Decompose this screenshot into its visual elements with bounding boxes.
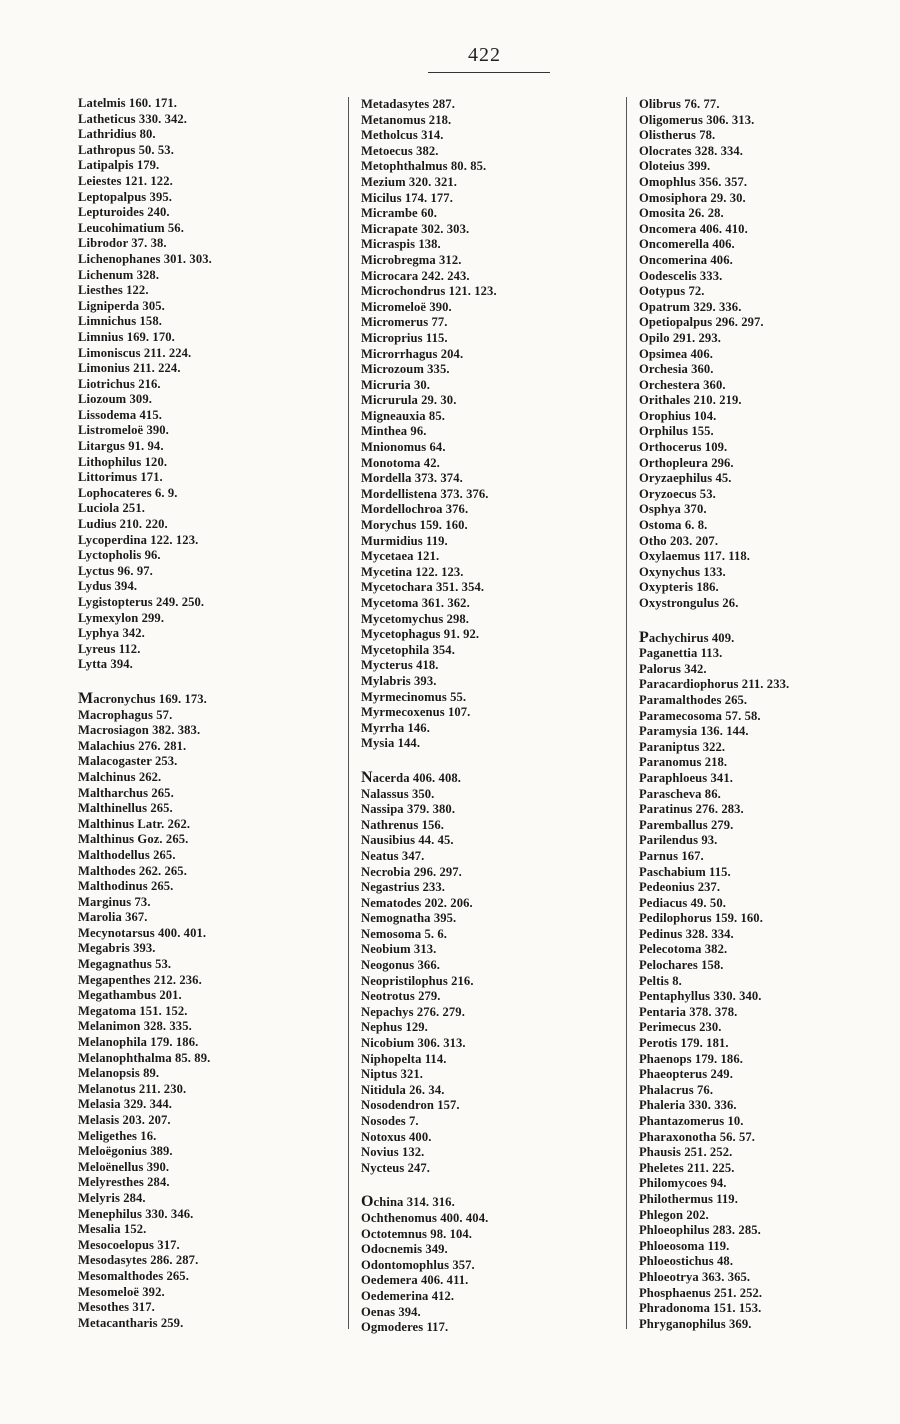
page-number: 422 [468, 44, 501, 66]
index-entry: Limoniscus 211. 224. [78, 345, 192, 360]
index-section [361, 1194, 617, 1335]
index-entry: Micruria 30. [361, 377, 431, 392]
header-rule [428, 72, 550, 73]
index-entry: Monotoma 42. [361, 455, 440, 470]
index-entry: Mnionomus 64. [361, 440, 446, 455]
index-entry: Malthinus Goz. 265. [78, 832, 189, 847]
index-entry: Megatoma 151. 152. [78, 1003, 188, 1018]
index-entry: Mezium 320. 321. [361, 174, 458, 189]
index-section [361, 97, 617, 752]
index-entry: Paschabium 115. [639, 864, 731, 879]
index-entry: Oodescelis 333. [639, 268, 723, 283]
index-entry: Metoecus 382. [361, 143, 439, 158]
section-gap [361, 752, 617, 770]
index-entry: Ostoma 6. 8. [639, 518, 708, 533]
index-entry: Mesodasytes 286. 287. [78, 1253, 199, 1268]
index-entry: Melanotus 211. 230. [78, 1081, 187, 1096]
index-entry: Oedemerina 412. [361, 1288, 455, 1303]
index-entry: Nemognatha 395. [361, 911, 457, 926]
section-gap [639, 612, 879, 630]
index-entry: Maltharchus 265. [78, 785, 174, 800]
index-entry: Oncomera 406. 410. [639, 221, 748, 236]
index-entry: Mesomalthodes 265. [78, 1268, 189, 1283]
index-entry: Otho 203. 207. [639, 533, 719, 548]
index-entry: Ochina 314. 316. [361, 1193, 455, 1211]
index-entry: Phradonoma 151. 153. [639, 1301, 762, 1316]
index-entry: Limonius 211. 224. [78, 361, 181, 376]
index-entry: Parascheva 86. [639, 786, 721, 801]
index-entry: Mordellochroa 376. [361, 502, 469, 517]
index-entry: Omosiphora 29. 30. [639, 190, 746, 205]
index-entry: Octotemnus 98. 104. [361, 1226, 473, 1241]
index-entry: Lyreus 112. [78, 641, 141, 656]
index-entry: Latelmis 160. 171. [78, 96, 178, 110]
index-entry: Melyris 284. [78, 1190, 146, 1205]
index-entry: Parnus 167. [639, 848, 704, 863]
index-entry: Pelecotoma 382. [639, 942, 728, 957]
index-entry: Lytta 394. [78, 657, 133, 672]
index-entry: Mordella 373. 374. [361, 471, 463, 486]
index-entry: Nacerda 406. 408. [361, 768, 461, 786]
index-entry: Nosodendron 157. [361, 1098, 460, 1113]
index-entry: Mycterus 418. [361, 658, 439, 673]
index-entry: Malthodellus 265. [78, 847, 176, 862]
index-entry: Marolia 367. [78, 910, 148, 925]
index-entry: Mesocoelopus 317. [78, 1237, 180, 1252]
index-entry: Nepachys 276. 279. [361, 1004, 465, 1019]
index-entry: Lathridius 80. [78, 127, 156, 142]
index-entry: Mordellistena 373. 376. [361, 486, 489, 501]
index-entry: Omophlus 356. 357. [639, 174, 748, 189]
index-entry: Odontomophlus 357. [361, 1257, 475, 1272]
index-entry: Philomycoes 94. [639, 1176, 727, 1191]
index-entry: Orchestera 360. [639, 377, 726, 392]
index-entry: Orophius 104. [639, 408, 717, 423]
index-entry: Philothermus 119. [639, 1191, 738, 1206]
index-entry: Menephilus 330. 346. [78, 1206, 194, 1221]
index-entry: Phantazomerus 10. [639, 1114, 744, 1128]
index-entry: Melanopsis 89. [78, 1066, 160, 1081]
index-entry: Parilendus 93. [639, 833, 718, 848]
index-entry: Necrobia 296. 297. [361, 864, 462, 879]
index-entry: Phryganophilus 369. [639, 1316, 752, 1331]
index-entry: Migneauxia 85. [361, 408, 445, 423]
index-entry: Melyresthes 284. [78, 1175, 170, 1190]
index-entry: Paraniptus 322. [639, 739, 726, 754]
index-entry: Liotrichus 216. [78, 376, 161, 391]
index-entry: Paramysia 136. 144. [639, 724, 749, 739]
index-entry: Megapenthes 212. 236. [78, 972, 202, 987]
index-entry: Niptus 321. [361, 1067, 423, 1082]
index-entry: Melanimon 328. 335. [78, 1019, 192, 1034]
index-entry: Novius 132. [361, 1145, 425, 1160]
index-entry: Notoxus 400. [361, 1129, 432, 1144]
index-entry: Orchesia 360. [639, 362, 714, 377]
index-section [78, 691, 328, 1331]
index-entry: Meloënellus 390. [78, 1159, 170, 1174]
index-entry: Microprius 115. [361, 330, 448, 345]
index-entry: Metophthalmus 80. 85. [361, 159, 487, 174]
index-entry: Megabris 393. [78, 941, 156, 956]
index-entry: Myrrha 146. [361, 720, 430, 735]
index-entry: Leptopalpus 395. [78, 189, 172, 204]
index-entry: Microbregma 312. [361, 252, 462, 267]
index-entry: Lichenophanes 301. 303. [78, 251, 212, 266]
index-entry: Lepturoides 240. [78, 205, 170, 220]
index-entry: Nematodes 202. 206. [361, 895, 473, 910]
index-entry: Neogonus 366. [361, 958, 440, 973]
index-entry: Mesothes 317. [78, 1300, 155, 1315]
index-entry: Phloeostichus 48. [639, 1254, 734, 1269]
index-entry: Paracardiophorus 211. 233. [639, 677, 790, 692]
index-entry: Lyctopholis 96. [78, 548, 161, 563]
index-entry: Orithales 210. 219. [639, 393, 742, 408]
index-entry: Negastrius 233. [361, 880, 446, 895]
index-entry: Oloteius 399. [639, 159, 711, 174]
index-entry: Myrmecinomus 55. [361, 689, 467, 704]
index-entry: Mycetomychus 298. [361, 611, 470, 626]
index-entry: Paratinus 276. 283. [639, 802, 744, 817]
index-entry: Peltis 8. [639, 973, 682, 988]
index-entry: Malachius 276. 281. [78, 738, 187, 753]
index-entry: Litargus 91. 94. [78, 439, 164, 454]
index-entry: Nassipa 379. 380. [361, 802, 456, 817]
index-entry: Micilus 174. 177. [361, 190, 453, 205]
index-entry: Lyctus 96. 97. [78, 563, 153, 578]
index-entry: Metadasytes 287. [361, 97, 455, 111]
index-entry: Phaenops 179. 186. [639, 1051, 743, 1066]
index-entry: Malthinus Latr. 262. [78, 816, 191, 831]
index-entry: Macrophagus 57. [78, 707, 173, 722]
index-entry: Ochthenomus 400. 404. [361, 1210, 489, 1225]
index-section [639, 97, 879, 612]
index-entry: Lichenum 328. [78, 267, 160, 282]
index-entry: Micrapate 302. 303. [361, 221, 470, 236]
index-entry: Lymexylon 299. [78, 610, 165, 625]
index-entry: Oedemera 406. 411. [361, 1273, 469, 1288]
index-entry: Lycoperdina 122. 123. [78, 532, 199, 547]
index-entry: Ligniperda 305. [78, 298, 165, 313]
index-entry: Melasis 203. 207. [78, 1113, 171, 1127]
index-entry: Olocrates 328. 334. [639, 143, 744, 158]
index-entry: Paranomus 218. [639, 755, 728, 770]
index-entry: Phloeophilus 283. 285. [639, 1223, 761, 1238]
index-entry: Nemosoma 5. 6. [361, 926, 448, 941]
index-entry: Metacantharis 259. [78, 1315, 184, 1330]
index-entry: Lissodema 415. [78, 407, 162, 422]
index-entry: Lyphya 342. [78, 626, 145, 641]
index-entry: Oenas 394. [361, 1304, 421, 1319]
index-column-3 [626, 97, 879, 1329]
index-entry: Palorus 342. [639, 661, 707, 676]
index-entry: Ludius 210. 220. [78, 517, 168, 532]
index-entry: Oxypteris 186. [639, 580, 719, 595]
index-entry: Murmidius 119. [361, 533, 448, 548]
index-entry: Melanophila 179. 186. [78, 1035, 199, 1050]
index-entry: Pachychirus 409. [639, 628, 735, 646]
index-entry: Lophocateres 6. 9. [78, 485, 178, 500]
index-section [639, 630, 879, 1333]
index-entry: Minthea 96. [361, 424, 427, 439]
index-entry: Ootypus 72. [639, 284, 705, 299]
index-entry: Pentaria 378. 378. [639, 1004, 738, 1019]
index-entry: Lithophilus 120. [78, 454, 168, 469]
index-entry: Microzoum 335. [361, 362, 450, 377]
index-entry: Limnius 169. 170. [78, 329, 175, 344]
index-entry: Oryzaephilus 45. [639, 471, 732, 486]
index-entry: Neatus 347. [361, 848, 425, 863]
index-entry: Myrmecoxenus 107. [361, 705, 471, 720]
index-entry: Oncomerella 406. [639, 237, 735, 252]
index-entry: Oryzoecus 53. [639, 486, 716, 501]
index-entry: Listromeloë 390. [78, 423, 169, 438]
index-entry: Pharaxonotha 56. 57. [639, 1129, 756, 1144]
index-entry: Melanophthalma 85. 89. [78, 1050, 211, 1065]
index-entry: Limnichus 158. [78, 314, 162, 329]
index-entry: Leucohimatium 56. [78, 220, 184, 235]
index-entry: Nephus 129. [361, 1020, 428, 1035]
index-entry: Neotrotus 279. [361, 989, 441, 1004]
index-section [78, 96, 328, 673]
index-entry: Osphya 370. [639, 502, 707, 517]
index-entry: Mycetina 122. 123. [361, 564, 464, 579]
index-entry: Paramecosoma 57. 58. [639, 708, 761, 723]
index-entry: Nitidula 26. 34. [361, 1082, 445, 1097]
index-entry: Mycetophila 354. [361, 642, 455, 657]
index-entry: Oxylaemus 117. 118. [639, 549, 751, 564]
index-entry: Malthodes 262. 265. [78, 863, 187, 878]
index-entry: Pheletes 211. 225. [639, 1160, 735, 1175]
index-entry: Librodor 37. 38. [78, 236, 167, 251]
index-entry: Perimecus 230. [639, 1020, 722, 1035]
index-entry: Mesomeloë 392. [78, 1284, 165, 1299]
index-entry: Opsimea 406. [639, 346, 713, 361]
index-entry: Pedeonius 237. [639, 880, 721, 895]
index-entry: Pentaphyllus 330. 340. [639, 989, 762, 1004]
index-entry: Nausibius 44. 45. [361, 833, 454, 848]
index-entry: Niphopelta 114. [361, 1051, 447, 1066]
index-entry: Liozoum 309. [78, 392, 152, 407]
index-entry: Opilo 291. 293. [639, 330, 721, 345]
index-entry: Malacogaster 253. [78, 754, 178, 769]
index-entry: Lathropus 50. 53. [78, 142, 174, 157]
index-entry: Mylabris 393. [361, 673, 437, 688]
index-entry: Microrrhagus 204. [361, 346, 464, 361]
index-entry: Olibrus 76. 77. [639, 97, 720, 111]
index-entry: Phaleria 330. 336. [639, 1098, 737, 1113]
index-column-1 [78, 96, 328, 1331]
index-entry: Malchinus 262. [78, 769, 162, 784]
index-entry: Olistherus 78. [639, 128, 716, 143]
index-entry: Orphilus 155. [639, 424, 714, 439]
index-entry: Ogmoderes 117. [361, 1320, 449, 1335]
index-section [361, 770, 617, 1176]
index-entry: Paganettia 113. [639, 646, 723, 661]
index-entry: Nicobium 306. 313. [361, 1036, 466, 1051]
index-entry: Megagnathus 53. [78, 957, 172, 972]
index-entry: Nycteus 247. [361, 1160, 431, 1175]
index-entry: Mesalia 152. [78, 1222, 147, 1237]
index-entry: Odocnemis 349. [361, 1242, 448, 1257]
index-entry: Microcara 242. 243. [361, 268, 470, 283]
index-entry: Lygistopterus 249. 250. [78, 595, 205, 609]
index-entry: Paremballus 279. [639, 817, 734, 832]
index-entry: Nathrenus 156. [361, 817, 445, 832]
index-entry: Oxystrongulus 26. [639, 596, 739, 610]
index-entry: Leiestes 121. 122. [78, 173, 173, 188]
index-entry: Paramalthodes 265. [639, 692, 748, 707]
index-entry: Malthodinus 265. [78, 879, 174, 894]
index-entry: Orthocerus 109. [639, 440, 728, 455]
index-entry: Phosphaenus 251. 252. [639, 1285, 763, 1300]
index-entry: Mecynotarsus 400. 401. [78, 925, 207, 940]
index-entry: Latheticus 330. 342. [78, 111, 188, 126]
index-entry: Phlegon 202. [639, 1207, 709, 1222]
index-entry: Perotis 179. 181. [639, 1036, 729, 1051]
index-entry: Littorimus 171. [78, 470, 163, 485]
index-entry: Oxynychus 133. [639, 564, 726, 579]
index-entry: Phloeotrya 363. 365. [639, 1269, 751, 1284]
index-entry: Mycetochara 351. 354. [361, 580, 485, 595]
index-entry: Pedinus 328. 334. [639, 926, 734, 941]
index-entry: Metholcus 314. [361, 128, 444, 143]
index-entry: Micromerus 77. [361, 315, 448, 330]
index-entry: Micrambe 60. [361, 206, 438, 221]
index-entry: Oncomerina 406. [639, 252, 733, 267]
index-entry: Neopristilophus 216. [361, 973, 474, 988]
section-gap [78, 673, 328, 691]
index-entry: Opetiopalpus 296. 297. [639, 315, 764, 330]
index-entry: Lydus 394. [78, 579, 138, 594]
index-entry: Phalacrus 76. [639, 1082, 714, 1097]
index-column-2 [348, 97, 617, 1335]
index-entry: Morychus 159. 160. [361, 518, 468, 533]
index-entry: Meloëgonius 389. [78, 1144, 173, 1159]
index-entry: Mycetaea 121. [361, 549, 440, 564]
index-entry: Liesthes 122. [78, 283, 149, 298]
index-entry: Micrurula 29. 30. [361, 393, 457, 408]
index-entry: Omosita 26. 28. [639, 206, 724, 221]
index-entry: Orthopleura 296. [639, 455, 734, 470]
index-entry: Melasia 329. 344. [78, 1097, 173, 1112]
index-entry: Mysia 144. [361, 736, 421, 751]
index-entry: Opatrum 329. 336. [639, 299, 742, 314]
index-entry: Paraphloeus 341. [639, 770, 733, 785]
index-entry: Metanomus 218. [361, 112, 452, 127]
index-entry: Oligomerus 306. 313. [639, 112, 755, 127]
index-entry: Pedilophorus 159. 160. [639, 911, 763, 926]
index-entry: Pelochares 158. [639, 958, 724, 973]
index-entry: Neobium 313. [361, 942, 437, 957]
index-entry: Phaeopterus 249. [639, 1067, 733, 1082]
index-entry: Macrosiagon 382. 383. [78, 723, 201, 738]
index-entry: Phausis 251. 252. [639, 1145, 733, 1160]
index-entry: Microchondrus 121. 123. [361, 284, 497, 299]
index-entry: Latipalpis 179. [78, 158, 160, 173]
index-entry: Malthinellus 265. [78, 801, 173, 816]
index-entry: Nalassus 350. [361, 786, 435, 801]
section-gap [361, 1176, 617, 1194]
index-entry: Mycetoma 361. 362. [361, 596, 470, 610]
index-entry: Micromeloë 390. [361, 299, 452, 314]
index-entry: Meligethes 16. [78, 1128, 157, 1143]
index-entry: Pediacus 49. 50. [639, 895, 726, 910]
index-entry: Macronychus 169. 173. [78, 689, 207, 707]
index-entry: Micraspis 138. [361, 237, 441, 252]
index-entry: Luciola 251. [78, 501, 145, 516]
index-entry: Megathambus 201. [78, 988, 182, 1003]
index-entry: Phloeosoma 119. [639, 1238, 730, 1253]
index-entry: Mycetophagus 91. 92. [361, 627, 480, 642]
index-entry: Nosodes 7. [361, 1114, 419, 1128]
index-entry: Marginus 73. [78, 894, 151, 909]
